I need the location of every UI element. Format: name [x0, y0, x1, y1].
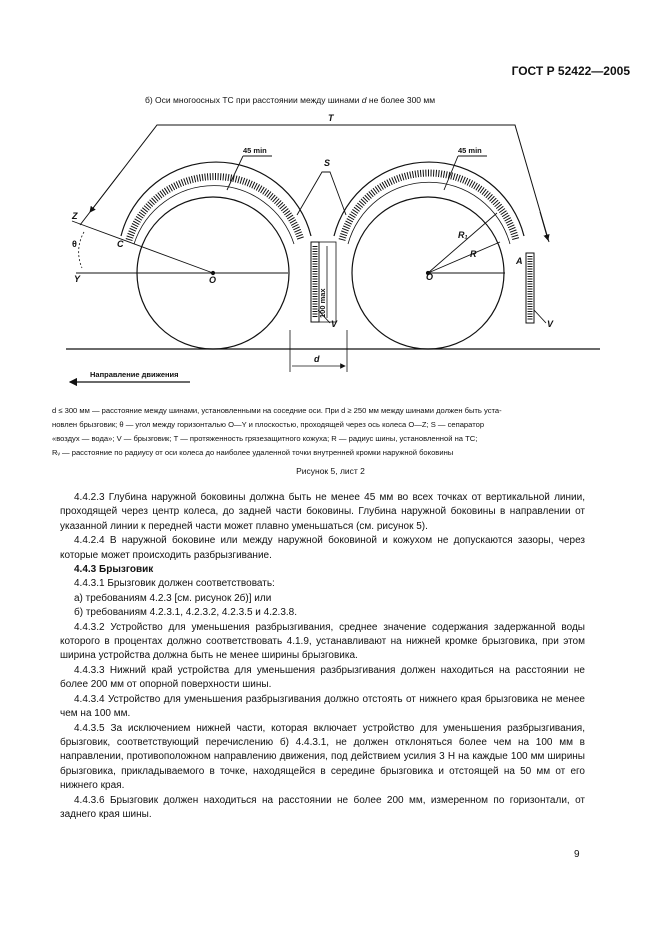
figure-legend: [52, 404, 592, 460]
label-c: C: [117, 239, 124, 249]
t-dimension-line: [80, 125, 549, 242]
z-line: [72, 221, 213, 273]
figure-title-suffix: не более 300 мм: [366, 95, 436, 105]
theta-arc: [79, 232, 84, 268]
r-line: [428, 242, 500, 273]
paragraph: 4.4.3.2 Устройство для уменьшения разбрызгивания, среднее значение содержания задержанной воды которого в процентах должно соответствовать 4.1.9, устанавливают на нижней кромке брызговика, при этом ширина устройства должна быть не менее ширины брызговика.: [60, 621, 585, 662]
label-a: A: [516, 256, 523, 266]
label-min-left: 45 min: [243, 146, 267, 155]
paragraph: 4.4.3.4 Устройство для уменьшения разбрызгивания должно отстоять от нижнего края брызговика не менее чем на 100 мм.: [60, 693, 585, 720]
paragraph: 4.4.2.3 Глубина наружной боковины должна быть не менее 45 мм во всех точках от вертикальной линии, проходящей через центр колеса, до задней части боковины. Глубина наружной боковины в направлении от указанной линии к передней части может плавно уменьшаться (см. рисунок 5).: [60, 492, 585, 532]
label-d: d: [314, 354, 320, 364]
v-right-leader: [534, 310, 546, 323]
figure-title-prefix: б) Оси многоосных ТС при расстоянии между шинами: [145, 95, 362, 105]
label-max100: 100 max: [318, 288, 327, 318]
label-direction: Направление движения: [90, 370, 179, 379]
body-text: [60, 491, 585, 822]
figure-title-var: d: [361, 95, 367, 105]
paragraph: 4.4.3.6 Брызговик должен находиться на расстоянии не более 200 мм, измеренном по горизонтали, от заднего края шины.: [60, 794, 585, 820]
label-o-left: O: [209, 275, 217, 285]
label-s: S: [324, 158, 331, 168]
t-arrow-left: [90, 173, 120, 212]
label-y: Y: [74, 274, 81, 284]
left-separator-band: [129, 177, 301, 240]
legend-line-4: Rᵥ — расстояние по радиусу от оси колеса до наиболее удаленной точки внутренней кромки наружной боковины: [52, 448, 454, 457]
legend-line-3: «воздух — вода»; V — брызговик; T — протяженность грязезащитного кожуха; R — радиус шины, установленной на ТС;: [52, 434, 478, 443]
label-t: T: [328, 113, 334, 123]
label-v-right: V: [547, 319, 554, 329]
paragraph: 4.4.3.3 Нижний край устройства для уменьшения разбрызгивания должен находиться на расстоянии не более 200 мм от опорной поверхности шины.: [60, 664, 585, 691]
legend-line-2: новлен брызговик; θ — угол между горизонталью O—Y и плоскостью, проходящей через ось колеса O—Z; S — сепаратор: [52, 420, 485, 429]
page-number: 9: [574, 849, 580, 860]
label-v-left: V: [331, 319, 338, 329]
t-arrow-right: [540, 212, 548, 240]
legend-line-1: d ≤ 300 мм — расстояние между шинами, установленными на соседние оси. При d ≥ 250 мм между шинами должен быть уста-: [52, 406, 502, 415]
standard-header: ГОСТ Р 52422—2005: [511, 64, 630, 78]
paragraph: 4.4.3.1 Брызговик должен соответствовать:: [74, 578, 275, 590]
left-fender-inner: [134, 186, 294, 244]
paragraph: 4.4.2.4 В наружной боковине или между наружной боковиной и кожухом не допускаются зазоры, через которые может происходить разбрызгивание.: [60, 535, 585, 561]
s-leader: [297, 172, 346, 215]
list-item: а) требованиям 4.2.3 [см. рисунок 2б)] или: [74, 592, 272, 604]
section-heading: 4.4.3 Брызговик: [74, 564, 154, 576]
label-r: R: [470, 249, 477, 259]
label-theta: θ: [72, 239, 77, 249]
mudguard-diagram: [0, 0, 661, 400]
r1-line: [428, 213, 497, 273]
min-left-leader: [227, 156, 243, 190]
figure-caption: Рисунок 5, лист 2: [296, 466, 365, 476]
list-item: б) требованиям 4.2.3.1, 4.2.3.2, 4.2.3.5 и 4.2.3.8.: [74, 607, 298, 619]
paragraph: 4.4.3.5 За исключением нижней части, которая включает устройство для уменьшения разбрызгивания, брызговик, соответствующий перечислению б) 4.4.3.1, не должен отклоняться более чем на 100 мм в направлении, противоположном направлению движения, под действием усилия 3 Н на каждые 100 мм ширины брызговика, прикладываемого в точке, находящейся в середине брызговика и отстоящей на 50 мм от его нижнего края.: [60, 722, 585, 792]
label-o-right: O: [426, 272, 434, 282]
label-r1: R₁: [458, 230, 468, 240]
label-min-right: 45 min: [458, 146, 482, 155]
label-z: Z: [72, 211, 78, 221]
